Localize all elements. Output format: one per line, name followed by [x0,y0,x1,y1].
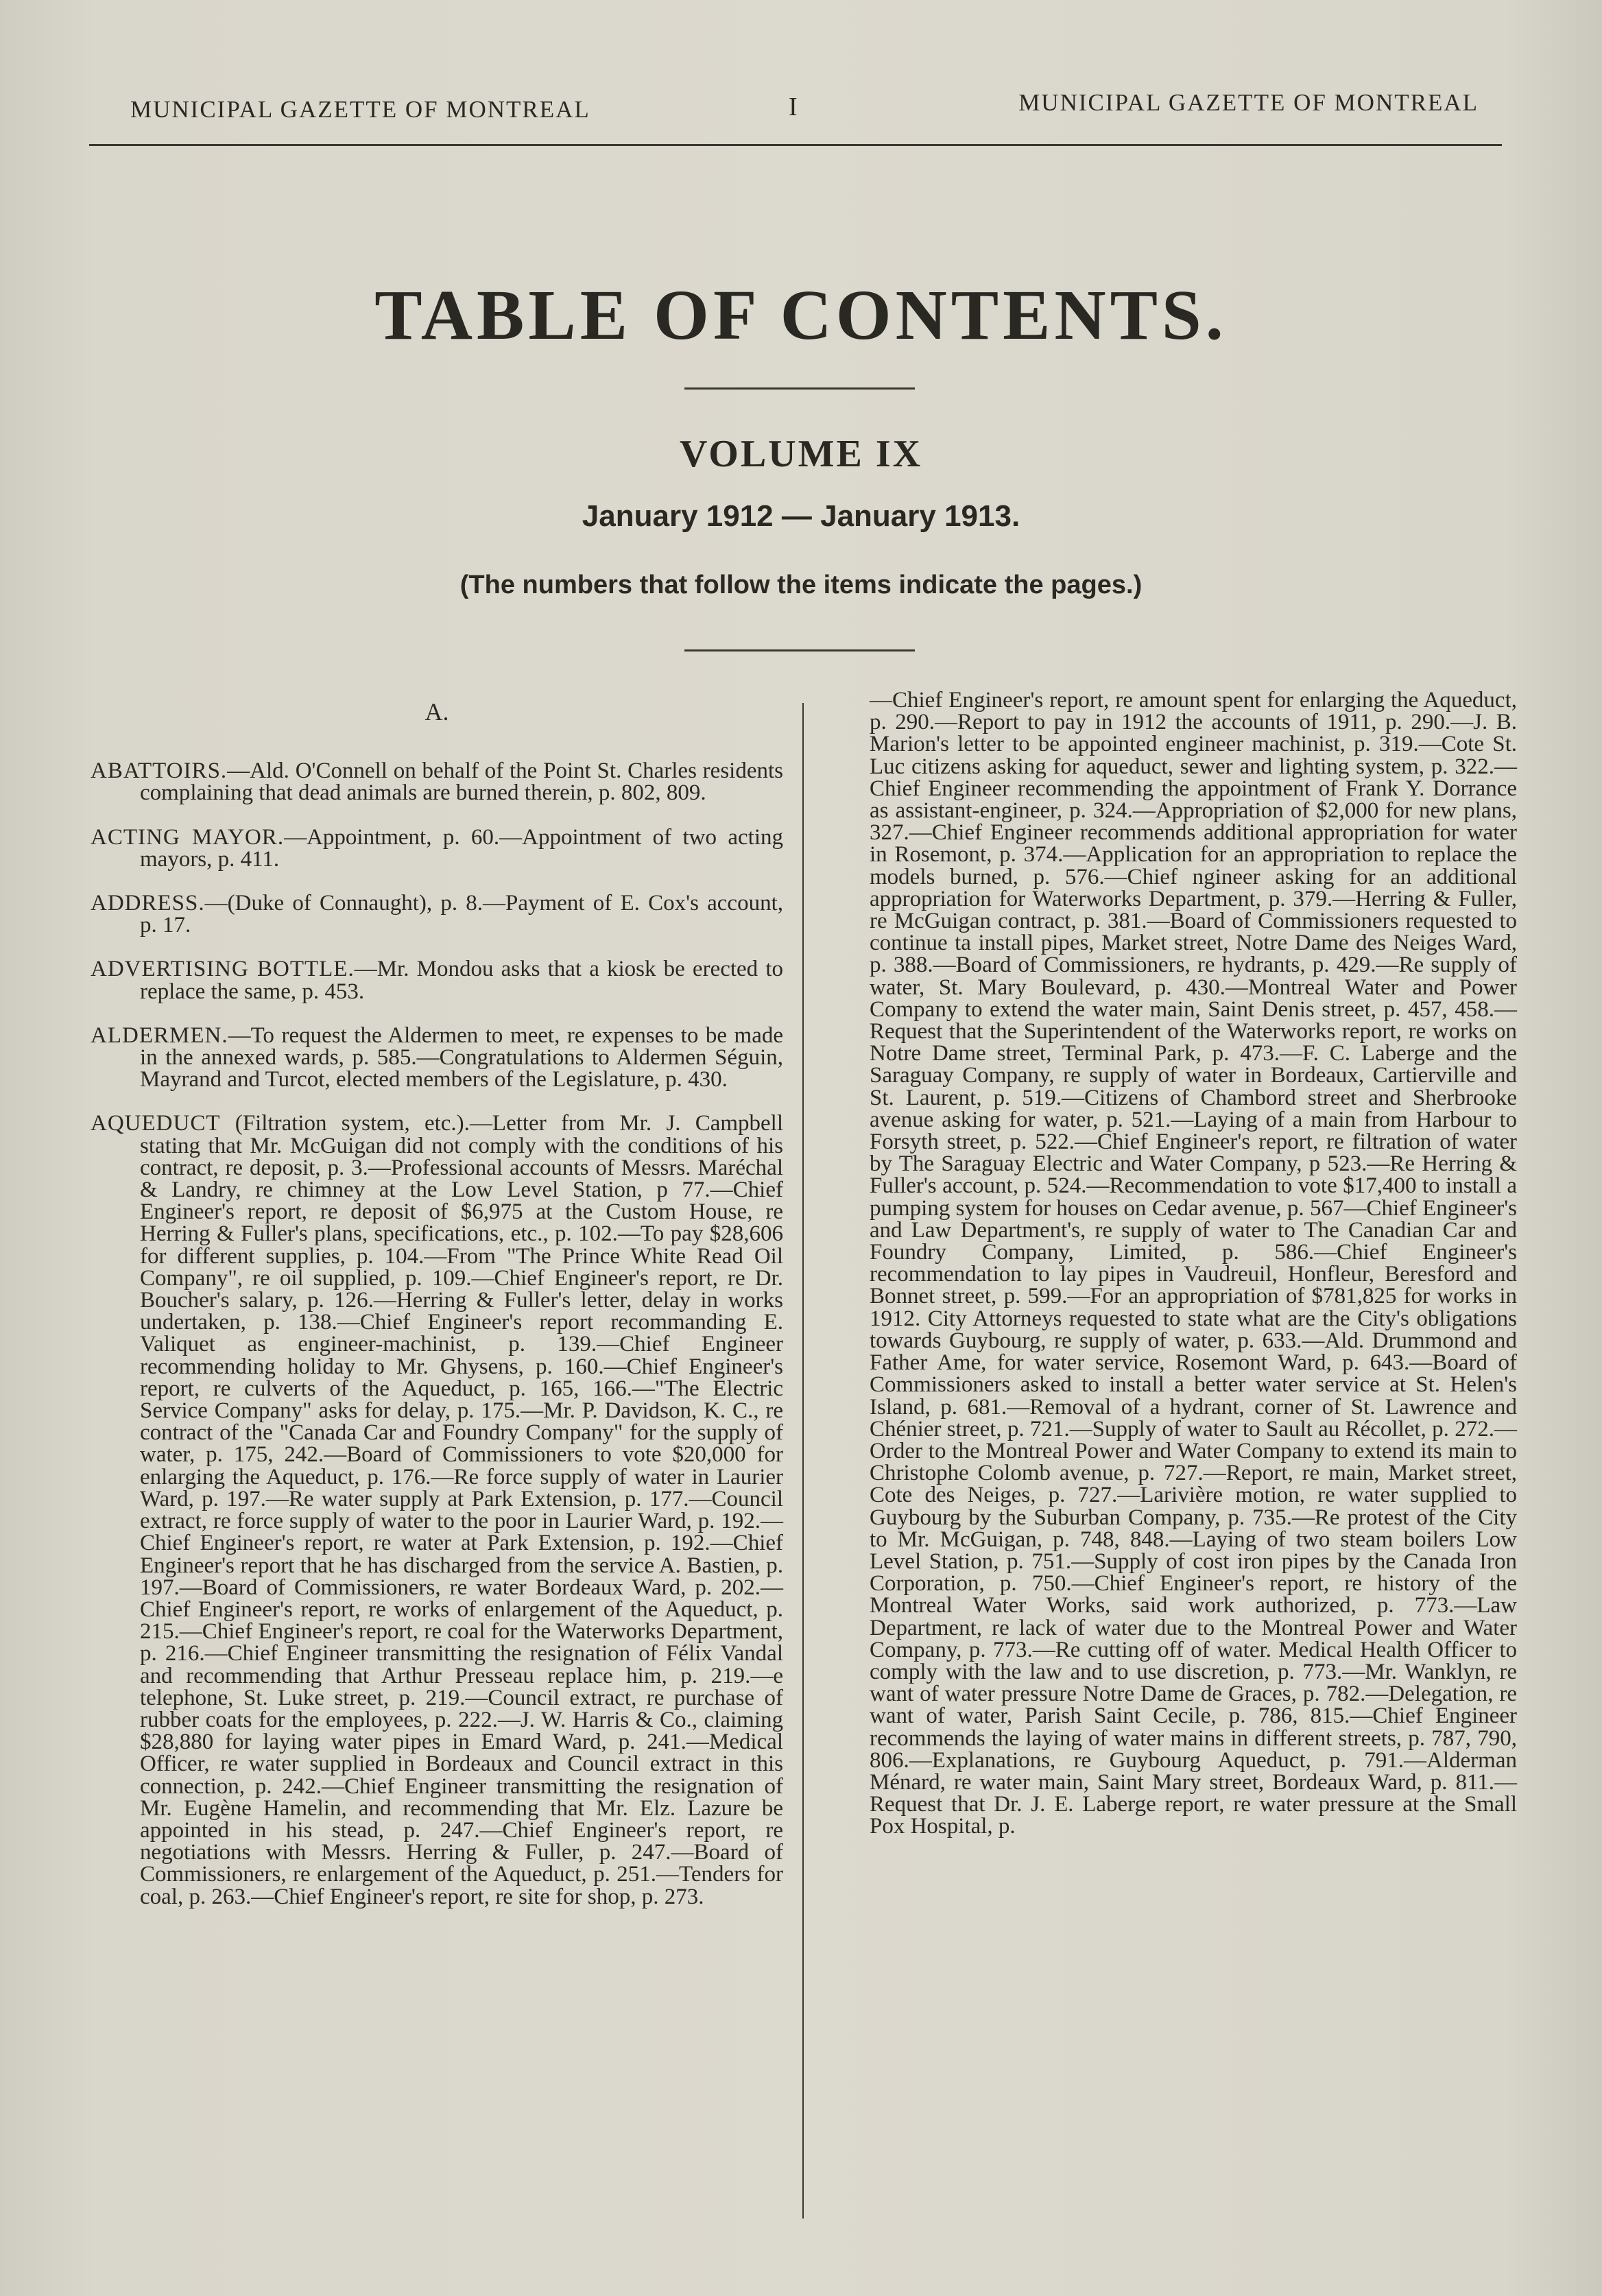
header-left-title: MUNICIPAL GAZETTE OF MONTREAL [130,96,590,123]
title-divider [684,387,915,390]
page-title: TABLE OF CONTENTS. [374,276,1228,355]
index-entry [91,958,783,1002]
page-number: I [789,93,799,121]
entry-heading: AQUEDUCT [91,1111,221,1136]
entry-continuation: —Chief Engineer's report, re amount spent for enlarging the Aqueduct, p. 290.—Report to pay in 1912 the accounts of 1911, p. 290.—J. B. Marion's letter to be appointed engineer machinist, p. 319.—Cote St. Luc citizens asking for aqueduct, sewer and lighting system, p. 322.—Chief Engineer recommending the appointment of Frank Y. Dorrance as assistant-engineer, p. 324.—Appropriation of $2,000 for new plans, 327.—Chief Engineer recommends additional appropriation for water in Rosemont, p. 374.—Application for an appropriation to replace the models burned, p. 576.—Chief ngineer asking for an additional appropriation for Waterworks Department, p. 379.—Herring & Fuller, re McGuigan contract, p. 381.—Board of Commissioners requested to continue ta install pipes, Market street, Notre Dame des Neiges Ward, p. 388.—Board of Commissioners, re hydrants, p. 429.—Re supply of water, St. Mary Boulevard, p. 430.—Montreal Water and Power Company to extend the water main, Saint Denis street, p. 457, 458.—Request that the Superintendent of the Waterworks report, re works on Notre Dame street, Terminal Park, p. 473.—F. C. Laberge and the Saraguay Company, re supply of water in Bordeaux, Cartierville and St. Laurent, p. 519.—Citizens of Chambord street and Sherbrooke avenue asking for water, p. 521.—Laying of a main from Harbour to Forsyth street, p. 522.—Chief Engineer's report, re filtration of water by The Saraguay Electric and Water Company, p 523.—Re Herring & Fuller's account, p. 524.—Recommendation to vote $17,400 to install a pumping system for houses on Cedar avenue, p. 567—Chief Engineer's and Law Department's, re supply of water to The Canadian Car and Foundry Company, Limited, p. 586.—Chief Engineer's recommendation to lay pipes in Vaudreuil, Honfleur, Beresford and Bonnet street, p. 599.—For an appropriation of $781,825 for works in 1912. City Attorneys requested to state what are the City's obligations towards Guybourg, re supply of water, p. 633.—Ald. Drummond and Father Ame, for water service, Rosemont Ward, p. 643.—Board of Commissioners asked to install a better water service at St. Helen's Island, p. 681.—Removal of a hydrant, corner of St. Lawrence and Chénier street, p. 721.—Supply of water to Sault au Récollet, p. 272.—Order to the Montreal Power and Water Company to extend its main to Christophe Colomb avenue, p. 727.—Report, re main, Market street, Cote des Neiges, p. 727.—Larivière motion, re water supplied to Guybourg by the Suburban Company, p. 735.—Re protest of the City to Mr. McGuigan, p. 748, 848.—Laying of two steam boilers Low Level Station, p. 751.—Supply of cost iron pipes by the Canada Iron Corporation, p. 750.—Chief Engineer's report, re history of the Montreal Water Works, said work authorized, p. 773.—Law Department, re lack of water due to the Montreal Power and Water Company, p. 773.—Re cutting off of water. Medical Health Officer to comply with the law and to use discretion, p. 773.—Mr. Wanklyn, re want of water pressure Notre Dame de Graces, p. 782.—Delegation, re want of water, Parish Saint Cecile, p. 786, 815.—Chief Engineer recommends the laying of water mains in different streets, p. 787, 790, 806.—Explanations, re Guybourg Aqueduct, p. 791.—Alderman Ménard, re water main, Saint Mary street, Bordeaux Ward, p. 811.—Request that Dr. J. E. Laberge report, re water pressure at the Small Pox Hospital, p. [870,688,1517,1839]
index-entry [91,1112,783,1907]
entry-text: —Appointment, p. 60.—Appointment of two acting mayors, p. 411. [140,824,783,872]
header-right-title: MUNICIPAL GAZETTE OF MONTREAL [1018,89,1479,116]
volume-heading: VOLUME IX [679,433,923,475]
index-entry [91,892,783,936]
entry-heading: ADVERTISING BOTTLE. [91,957,355,982]
date-range: January 1912 — January 1913. [582,499,1020,533]
entry-text: —(Duke of Connaught), p. 8.—Payment of E. Cox's account, p. 17. [140,891,783,938]
entry-heading: ALDERMEN. [91,1023,228,1048]
entry-text: —To request the Aldermen to meet, re expenses to be made in the annexed wards, p. 585.—Congratulations to Aldermen Séguin, Mayrand and Turcot, elected members of the Legislature, p. 430. [140,1023,783,1092]
entry-text: —Mr. Mondou asks that a kiosk be erected to replace the same, p. 453. [140,957,783,1004]
entry-text: (Filtration system, etc.).—Letter from Mr. J. Campbell stating that Mr. McGuigan did not comply with the conditions of his contract, re deposit, p. 3.—Professional accounts of Messrs. Maréchal & Landry, re chimney at the Low Level Station, p 77.—Chief Engineer's report, re deposit of $6,975 at the Custom House, re Herring & Fuller's plans, specifications, etc., p. 102.—To pay $28,606 for different supplies, p. 104.—From "The Prince White Read Oil Company", re oil supplied, p. 109.—Chief Engineer's report, re Dr. Boucher's salary, p. 126.—Herring & Fuller's letter, delay in works undertaken, p. 138.—Chief Engineer's report recommanding E. Valiquet as engineer-machinist, p. 139.—Chief Engineer recommending holiday to Mr. Ghysens, p. 160.—Chief Engineer's report, re culverts of the Aqueduct, p. 165, 166.—"The Electric Service Company" asks for delay, p. 175.—Mr. P. Davidson, K. C., re contract of the "Canada Car and Foundry Company" for the supply of water, p. 175, 242.—Board of Commissioners to vote $20,000 for enlarging the Aqueduct, p. 176.—Re force supply of water in Laurier Ward, p. 197.—Re water supply at Park Extension, p. 177.—Council extract, re force supply of water to the poor in Laurier Ward, p. 192.—Chief Engineer's report, re water at Park Extension, p. 192.—Chief Engineer's report that he has discharged from the service A. Bastien, p. 197.—Board of Commissioners, re water Bordeaux Ward, p. 202.—Chief Engineer's report, re works of enlargement of the Aqueduct, p. 215.—Chief Engineer's report, re coal for the Waterworks Department, p. 216.—Chief Engineer transmitting the resignation of Félix Vandal and recommending that Arthur Presseau replace him, p. 219.—e telephone, St. Luke street, p. 219.—Council extract, re purchase of rubber coats for the employees, p. 222.—J. W. Harris & Co., claiming $28,880 for laying water pipes in Emard Ward, p. 241.—Medical Officer, re water supplied in Bordeaux and Council extract in this connection, p. 242.—Chief Engineer transmitting the resignation of Mr. Eugène Hamelin, and recommending that Mr. Elz. Lazure be appointed in his stead, p. 247.—Chief Engineer's report, re negotiations with Messrs. Herring & Fuller, p. 247.—Board of Commissioners, re enlargement of the Aqueduct, p. 251.—Tenders for coal, p. 263.—Chief Engineer's report, re site for shop, p. 273. [140,1111,783,1909]
header-rule [89,144,1502,146]
index-entry [91,760,783,804]
entry-heading: ABATTOIRS. [91,758,228,784]
entry-heading: ADDRESS. [91,891,205,916]
entry-text: —Ald. O'Connell on behalf of the Point St. Charles residents complaining that dead animals are burned therein, p. 802, 809. [140,758,783,806]
column-divider [802,703,804,2219]
page-number-note: (The numbers that follow the items indicate the pages.) [459,571,1143,599]
entry-heading: ACTING MAYOR. [91,824,285,850]
running-header [89,89,1513,130]
left-column [91,698,783,1930]
right-column [870,689,1517,1838]
intro-divider [684,649,915,651]
index-entry [91,1025,783,1091]
index-entry [91,826,783,870]
section-letter: A. [425,698,449,726]
